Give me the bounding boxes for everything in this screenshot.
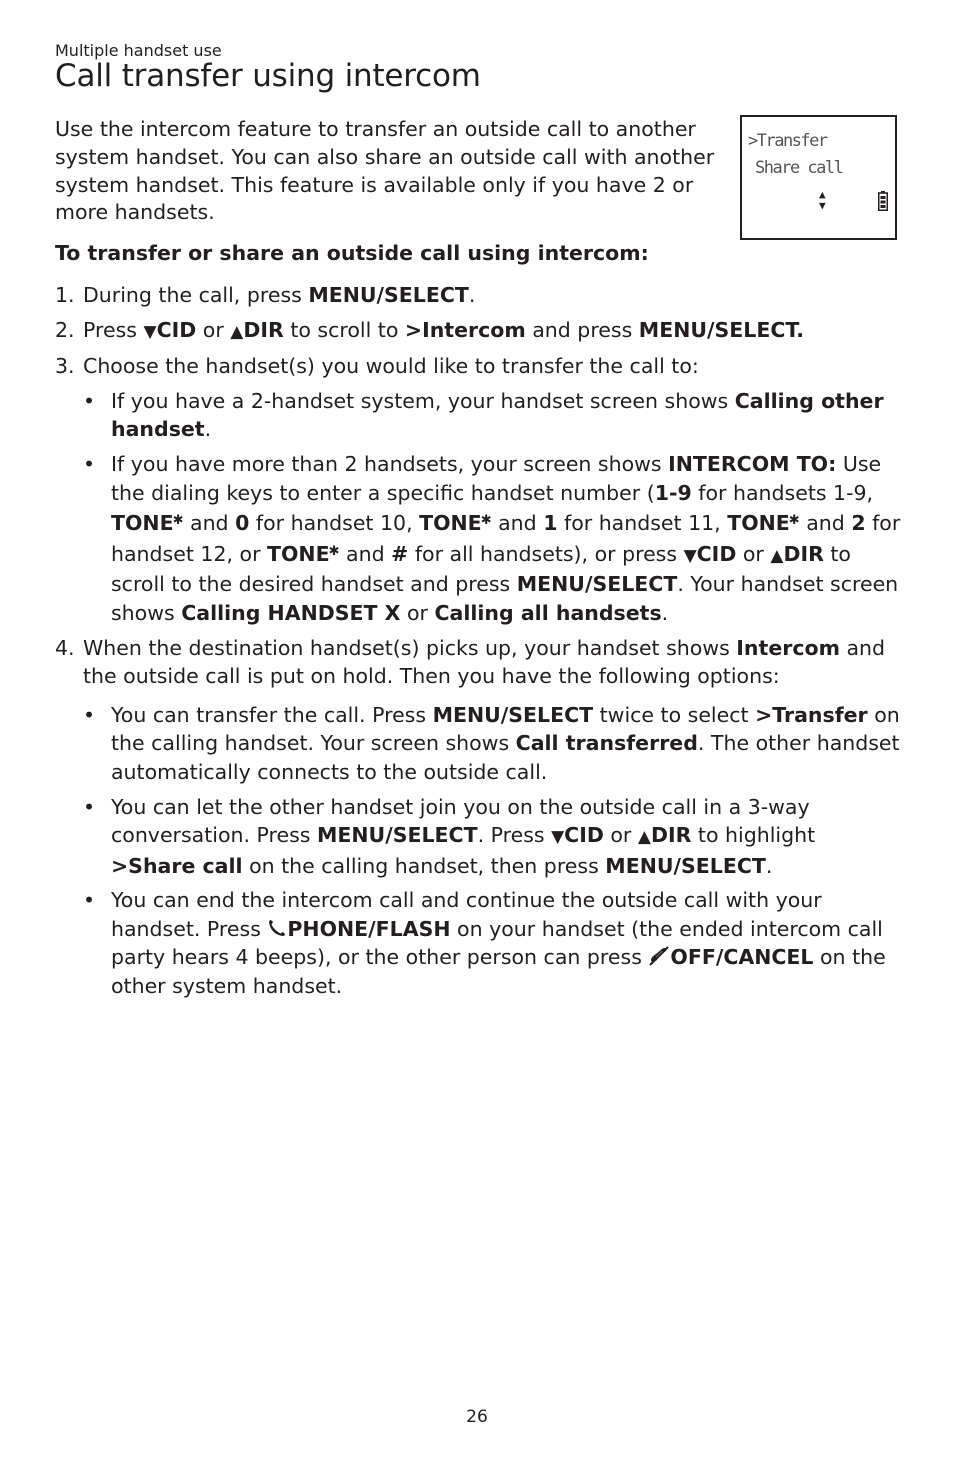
- tone-icon: ✱: [172, 513, 184, 529]
- step-number: 1.: [55, 283, 75, 307]
- step-4: 4. When the destination handset(s) picks up, your handset shows Intercom and the outside call is put on hold. Then you have the following options:: [55, 635, 886, 689]
- list-item: • You can transfer the call. Press MENU/SELECT twice to select >Transfer on the calling handset. Your screen shows Call transferred. The other handset automatically connects to the outside call.: [83, 702, 900, 784]
- intercom-option: >Intercom: [404, 317, 526, 342]
- step-number: 4.: [55, 635, 75, 660]
- scroll-arrows-icon: ▲ ▼: [819, 188, 826, 212]
- lcd-line-transfer: >Transfer: [748, 131, 827, 151]
- page-number: 26: [466, 1407, 488, 1427]
- list-item: • You can let the other handset join you on the outside call in a 3-way conversation. Press MENU/SELECT. Press ▼CID or ▲DIR to highlight >Share call on the calling handset, then press MENU/SELECT.: [83, 794, 816, 878]
- menu-key: MENU: [516, 572, 585, 597]
- cid-key: CID: [696, 541, 737, 566]
- step-3-options: [55, 387, 905, 628]
- bullet-icon: •: [83, 794, 96, 819]
- tone-key: TONE: [419, 511, 482, 536]
- select-key: /SELECT: [673, 853, 766, 878]
- tone-icon: ✱: [788, 513, 800, 529]
- menu-key: MENU/: [317, 823, 393, 848]
- off-hook-icon: [648, 946, 670, 966]
- lcd-screen: [740, 115, 897, 240]
- up-arrow-icon: ▲: [637, 827, 651, 848]
- select-key: /SELECT: [584, 572, 678, 597]
- phone-key: PHONE/: [287, 916, 376, 941]
- menu-key: MENU: [605, 853, 674, 878]
- select-key: SELECT: [392, 823, 478, 848]
- procedure-body: [55, 281, 905, 1007]
- dir-key: DIR: [650, 823, 692, 848]
- bullet-icon: •: [83, 451, 96, 476]
- phone-icon: [267, 918, 287, 938]
- list-item: • If you have a 2-handset system, your handset screen shows Calling other handset.: [83, 388, 884, 442]
- cid-key: CID: [156, 317, 197, 342]
- step-4-options: [55, 701, 905, 1001]
- select-key: /SELECT.: [707, 317, 805, 342]
- select-key: SELECT: [384, 283, 469, 307]
- tone-key: TONE: [267, 541, 330, 566]
- down-arrow-icon: ▼: [143, 321, 157, 342]
- cid-key: CID: [564, 823, 604, 848]
- step-2: 2. Press ▼CID or ▲DIR to scroll to >Intercom and press MENU/SELECT.: [55, 316, 905, 347]
- down-arrow-icon: ▼: [551, 827, 565, 848]
- menu-key: MENU/: [308, 283, 385, 307]
- off-key: OFF/: [670, 945, 724, 970]
- dir-key: DIR: [783, 541, 824, 566]
- down-arrow-icon: ▼: [683, 545, 697, 566]
- step-number: 2.: [55, 317, 75, 342]
- step-3: 3. Choose the handset(s) you would like to transfer the call to:: [55, 352, 905, 381]
- tone-icon: ✱: [328, 543, 340, 559]
- step-1: 1. During the call, press MENU/SELECT.: [55, 281, 905, 310]
- section-label: Multiple handset use: [55, 41, 222, 60]
- tone-key: TONE: [727, 511, 790, 536]
- bullet-icon: •: [83, 702, 96, 727]
- bullet-icon: •: [83, 888, 96, 913]
- step-number: 3.: [55, 354, 75, 379]
- lcd-line-share-call: Share call: [755, 158, 843, 178]
- up-arrow-icon: ▲: [770, 545, 784, 566]
- dir-key: DIR: [243, 317, 284, 342]
- tone-icon: ✱: [480, 513, 492, 529]
- cancel-key: CANCEL: [723, 945, 814, 970]
- intro-paragraph: Use the intercom feature to transfer an outside call to another system handset. You can also share an outside call with another system handset. This feature is available only if you have 2 or more handsets.: [55, 117, 715, 225]
- menu-key: MENU: [638, 317, 708, 342]
- flash-key: FLASH: [375, 916, 451, 941]
- battery-icon: [878, 191, 888, 211]
- up-arrow-icon: ▲: [230, 321, 244, 342]
- bullet-icon: •: [83, 388, 96, 413]
- list-item: • If you have more than 2 handsets, your screen shows INTERCOM TO: Use the dialing keys to enter a specific handset number (1-9 for handsets 1-9, TONE✱ and 0 for handset 10, TONE✱ and 1 for handset 11, TONE✱ and 2 for handset 12, or TONE✱ and # for all handsets), or press ▼CID or ▲DIR to scroll to the desired handset and press MENU/SELECT. Your handset screen shows Calling HANDSET X or Calling all handsets.: [83, 451, 901, 625]
- procedure-heading: To transfer or share an outside call using intercom:: [55, 241, 649, 265]
- page-title: Call transfer using intercom: [55, 58, 481, 94]
- list-item: • You can end the intercom call and continue the outside call with your handset. Press PHONE/FLASH on your handset (the ended intercom call party hears 4 beeps), or the other person can press OFF/CANCEL on the other system handset.: [83, 888, 886, 999]
- tone-key: TONE: [111, 511, 174, 536]
